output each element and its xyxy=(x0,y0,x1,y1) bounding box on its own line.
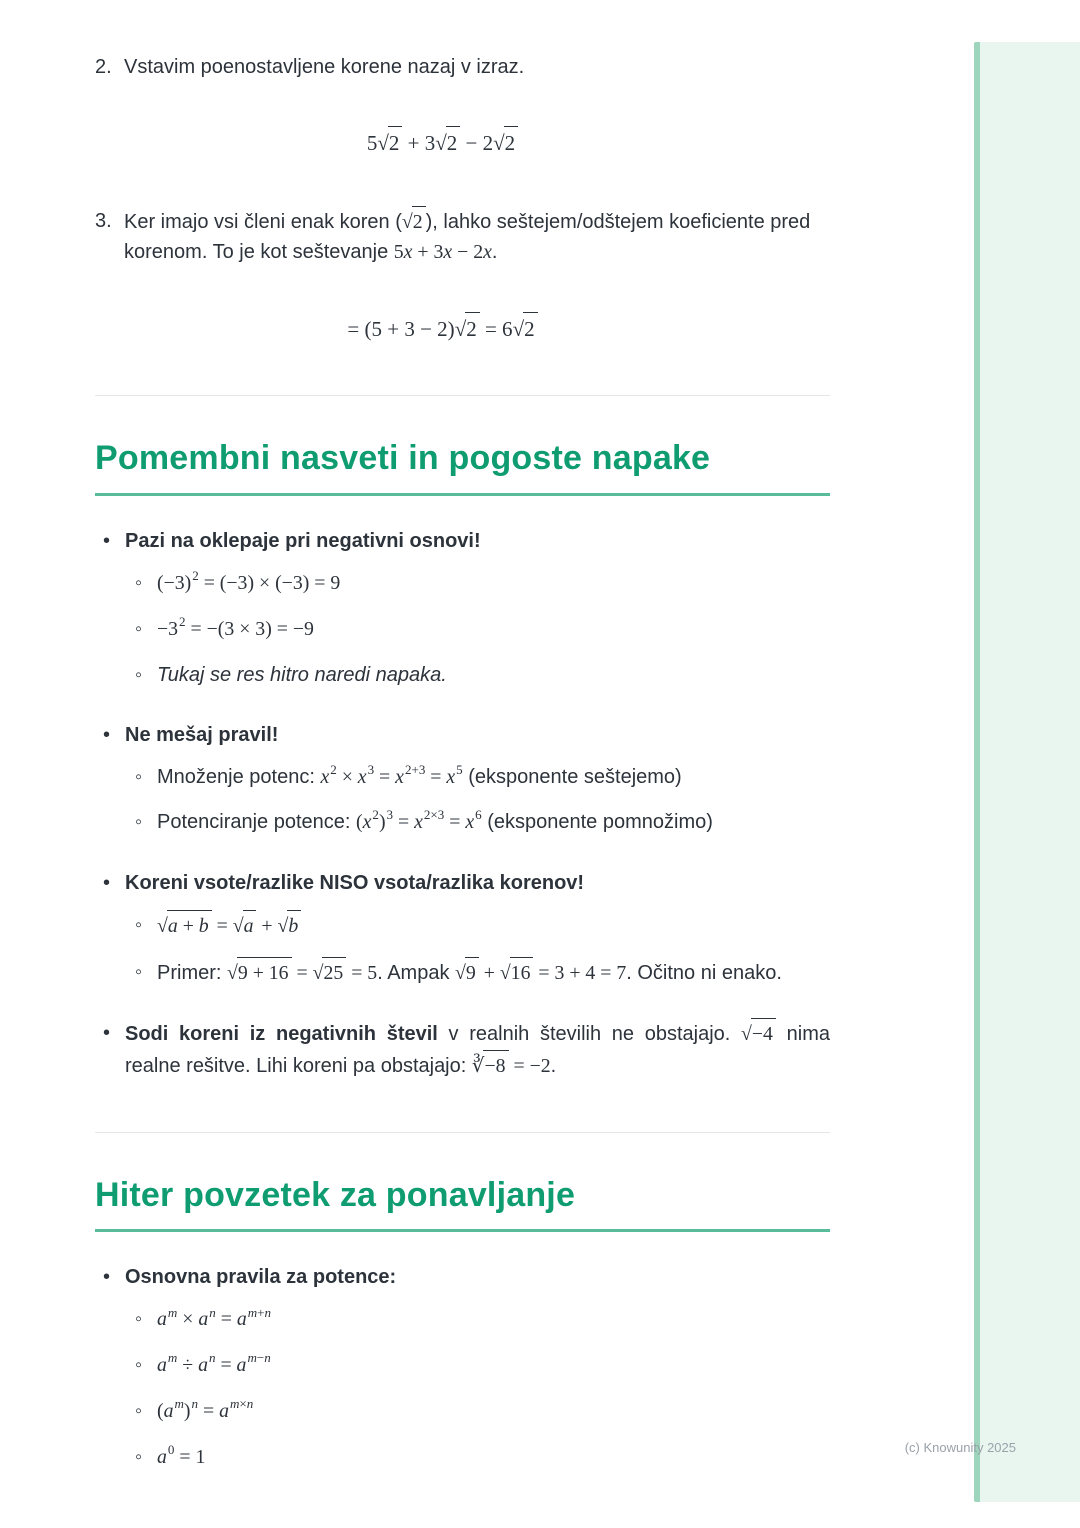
list-subitem xyxy=(95,1396,830,1427)
radical-sign: √ xyxy=(227,961,238,984)
list-item xyxy=(95,868,830,898)
bullet-paragraph xyxy=(125,1018,830,1081)
radical-sign: √ xyxy=(435,131,447,155)
radical-sign: √ xyxy=(499,961,511,984)
radical-sign: √ xyxy=(512,316,525,341)
radical-sign: √ xyxy=(312,961,324,984)
note-text: ◦ Tukaj se res hitro naredi napaka. xyxy=(157,663,447,686)
section-summary xyxy=(95,1175,830,1473)
copyright-text: (c) Knowunity 2025 xyxy=(904,1440,1016,1455)
list-subitem xyxy=(95,910,830,942)
step-text: Ker imajo vsi členi enak koren (√2 ), lahko seštejem/odštejem koeficiente pred korenom. To je kot seštevanje 5x + 3x − 2x. xyxy=(124,206,830,268)
math-line: ◦ $a^m \times a^n = a^{m+n}$ xyxy=(157,1304,272,1331)
worked-example-steps xyxy=(95,52,830,345)
list-item xyxy=(95,1018,830,1081)
list-item xyxy=(95,720,830,750)
radical-sign: √ xyxy=(455,961,466,984)
list-subitem xyxy=(95,1350,830,1381)
list-subitem xyxy=(95,568,830,599)
section-title: Pomembni nasveti in pogoste napake xyxy=(95,439,711,478)
radical-sign: √ xyxy=(401,210,413,233)
list-subitem xyxy=(95,1442,830,1473)
list-subitem xyxy=(95,1304,830,1335)
numbered-step-2 xyxy=(95,52,830,82)
step-number: 3. xyxy=(95,209,112,232)
list-subitem xyxy=(95,614,830,645)
bullet-lead-inline: Sodi koreni iz negativnih števil xyxy=(125,1023,438,1046)
bullet-lead: • Koreni vsote/razlike NISO vsota/razlika korenov! xyxy=(125,871,585,894)
bullet-lead: • Pazi na oklepaje pri negativni osnovi! xyxy=(125,530,481,553)
title-underline xyxy=(95,1229,830,1232)
display-equation: 5√2 + 3√2 − 2√2 xyxy=(95,126,790,160)
section-title: Hiter povzetek za ponavljanje xyxy=(95,1175,576,1214)
section-tips xyxy=(95,438,830,1081)
numbered-step-3 xyxy=(95,206,830,268)
math-line: ◦ √a + b = √a + √b xyxy=(157,910,830,942)
list-subitem xyxy=(95,660,830,690)
radical-sign: √ xyxy=(454,316,467,341)
radical-sign: √ xyxy=(157,914,168,937)
right-accent-bar xyxy=(974,42,1080,1502)
section-divider xyxy=(95,1132,830,1133)
title-underline xyxy=(95,493,830,496)
page-content xyxy=(95,0,830,1472)
step-number: 2. xyxy=(95,56,112,78)
radical-sign: √ xyxy=(741,1023,752,1046)
list-item xyxy=(95,1262,830,1292)
radical-sign: √ xyxy=(377,131,389,155)
math-line: ◦ Primer: √9 + 16 = √25 = 5. Ampak √9 + √16 = 3 + 4 = 7. Očitno ni enako. xyxy=(157,957,830,989)
section-divider xyxy=(95,395,830,396)
math-line: ◦ Potenciranje potence: $(x^2)^3 = x^{2\times 3} = x^6$ (eksponente pomnožimo) xyxy=(157,807,713,834)
list-item xyxy=(95,526,830,556)
math-line: ◦ $a^m \div a^n = a^{m-n}$ xyxy=(157,1350,271,1377)
math-line: ◦ $-3^2 = -(3 \times 3) = -9$ xyxy=(157,613,314,640)
bullet-rest: v realnih številih ne obstajajo. √−4 nima realne rešitve. Lihi koreni pa obstajajo: ∛−8 = −2. xyxy=(125,1023,830,1077)
list-subitem xyxy=(95,957,830,989)
radical-sign: √ xyxy=(277,914,289,937)
display-equation: = (5 + 3 − 2)√2 = 6√2 xyxy=(95,312,790,346)
radical-sign: √ xyxy=(232,914,244,937)
math-line: ◦ $(a^m)^n = a^{m\times n}$ xyxy=(157,1395,254,1422)
list-subitem xyxy=(95,807,830,838)
step-text: Vstavim poenostavljene korene nazaj v izraz. xyxy=(124,56,525,78)
radical-sign: √ xyxy=(493,131,505,155)
bullet-lead: • Osnovna pravila za potence: xyxy=(125,1266,397,1289)
bullet-lead: • Ne mešaj pravil! xyxy=(125,723,279,746)
list-subitem xyxy=(95,762,830,793)
math-line: ◦ Množenje potenc: $x^2 \times x^3 = x^{2+3} = x^5$ (eksponente seštejemo) xyxy=(157,761,682,788)
cube-root-sign: ∛ xyxy=(471,1054,485,1077)
math-line: ◦ $(-3)^2 = (-3) \times (-3) = 9$ xyxy=(157,568,341,595)
math-line: ◦ $a^0 = 1$ xyxy=(157,1441,206,1468)
